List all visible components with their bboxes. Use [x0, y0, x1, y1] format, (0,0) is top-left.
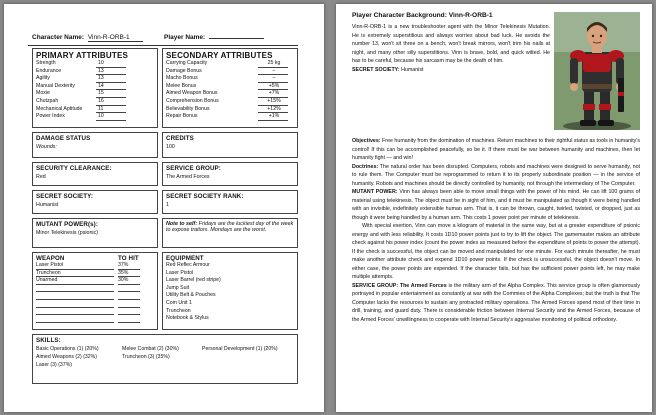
attribute-name: Manual Dexterity	[36, 82, 75, 89]
skill-item: Melee Combat (2) (30%)	[122, 346, 179, 352]
attribute-value: 16	[96, 98, 126, 106]
equipment-list	[166, 262, 294, 323]
mutant-power-exertion-paragraph: With special exertion, Vinn can move a kilogram of material in the same way, but at a greater expenditure of psionic energy and with less reliability. It costs 1D10 power points just to try to lift the object. The gamemaster makes an attribute check against his power index (count the power index as measured before the expenditure of points to power the attempt). If the check is successful, the object can be moved and manipulated for one minute. For each minute thereafter, he must make another attribute check and expend 1D10 power points. If the check is unsuccessful, the object doesn't move. In either case, the power points are expended. If the character fails, but has the sufficient power points left, he may make multiple attempts.	[352, 223, 640, 280]
attribute-name: Endurance	[36, 67, 62, 74]
attribute-name: Macho Bonus	[166, 75, 198, 82]
weapons-header	[36, 255, 154, 262]
attribute-row	[36, 83, 154, 91]
attribute-value: 25 kg	[258, 60, 288, 68]
weapon-to-hit	[118, 300, 140, 308]
attribute-row	[166, 113, 294, 121]
weapon-name	[36, 285, 114, 293]
background-title: Player Character Background: Vinn-R-ORB-1	[352, 12, 493, 19]
damage-status-title: DAMAGE STATUS	[36, 135, 91, 142]
service-group-label: SERVICE GROUP: The Armed Forces	[352, 282, 447, 289]
attribute-row	[166, 68, 294, 76]
doctrines-paragraph	[352, 163, 640, 189]
primary-attributes-list	[36, 60, 154, 121]
attribute-row	[36, 106, 154, 114]
objectives-paragraph	[352, 137, 640, 163]
weapon-to-hit	[118, 315, 140, 323]
weapon-to-hit	[118, 285, 140, 293]
skill-item	[122, 362, 202, 368]
intro-paragraph: Vinn-R-ORB-1 is a new troubleshooter agent with the Minor Telekinesis Mutation. He is extremely superstitious and always worries about bad luck. He avoids the number 13, won't sit three on a bench, won't break mirrors, won't trim his nails at night, and many other silly superstitions. Vinn is brave, bold, and quick witted. He has to be careful, because his sarcasm may be the death of him.	[352, 24, 550, 64]
attribute-name: Carrying Capacity	[166, 60, 208, 66]
attribute-row	[36, 75, 154, 83]
mutant-power-box	[32, 218, 158, 248]
attribute-name: Aimed Weapon Bonus	[166, 90, 218, 97]
weapons-title: WEAPON	[36, 255, 65, 262]
attribute-name: Damage Bonus	[166, 67, 202, 74]
skill-item: Personal Development (1) (20%)	[202, 346, 278, 352]
attribute-row	[36, 98, 154, 106]
weapon-row	[36, 315, 154, 323]
skill-item	[202, 354, 322, 360]
note-to-self-box	[162, 218, 298, 248]
skills-box	[32, 334, 298, 384]
secret-society-rank-value: 1	[166, 202, 169, 208]
attribute-value: +15%	[258, 98, 288, 106]
attribute-name: Comprehension Bonus	[166, 97, 219, 104]
weapon-row	[36, 285, 154, 293]
service-group-value: The Armed Forces	[166, 174, 210, 180]
weapon-to-hit: 30%	[118, 277, 140, 285]
skills-list	[36, 346, 294, 368]
weapon-to-hit: 37%	[118, 262, 140, 270]
attribute-name: Believability Bonus	[166, 105, 210, 112]
secret-society-rank-title: SECRET SOCIETY RANK:	[166, 193, 244, 200]
mutant-power-value: Minor Telekinesis (psionic)	[36, 230, 99, 236]
mutant-power-title: MUTANT POWER(s):	[36, 221, 98, 228]
primary-attributes-box	[32, 48, 158, 128]
weapons-box	[32, 252, 158, 330]
attribute-value: 13	[96, 75, 126, 83]
equipment-item: Laser Barrel (red stripe)	[166, 277, 221, 284]
secret-society-rank-box	[162, 190, 298, 214]
weapon-row	[36, 308, 154, 316]
attribute-row	[36, 113, 154, 121]
weapon-to-hit	[118, 308, 140, 316]
mutant-power-text: Vinn has always been able to move small things with the power of his mind. He can lift 100 grams of material using telekinesis. The object must be in sight of him, and it must be manipulated as though it were being handled with an invisible, indefinitely extensible human arm. That is, it can be thrown, caught, twirled, twisted, or dropped, just as though it were being handled by a human arm. This costs 1 power point per minute of telekinesis.	[352, 189, 640, 221]
mutant-power-paragraph	[352, 188, 640, 222]
skill-item	[202, 362, 322, 368]
attribute-value: 13	[96, 68, 126, 76]
damage-status-box	[32, 132, 158, 158]
service-group-title: SERVICE GROUP:	[166, 165, 221, 172]
character-name-field: Character Name: Vinn-R-ORB-1	[32, 34, 143, 42]
attribute-name: Chutzpah	[36, 97, 59, 104]
secret-society-title: SECRET SOCIETY:	[36, 193, 94, 200]
attribute-value: –	[258, 75, 288, 83]
attribute-row	[166, 98, 294, 106]
skill-item: Truncheon (3) (35%)	[122, 354, 170, 360]
attribute-value: 10	[96, 60, 126, 68]
attribute-value: 14	[96, 83, 126, 91]
attribute-value: 15	[96, 90, 126, 98]
weapon-row	[36, 262, 154, 270]
weapon-to-hit	[118, 292, 140, 300]
attribute-row	[36, 60, 154, 68]
secret-society-box	[32, 190, 158, 214]
weapon-row	[36, 277, 154, 285]
attribute-row	[166, 60, 294, 68]
weapon-name	[36, 315, 114, 323]
equipment-item: Com Unit 1	[166, 299, 192, 306]
credits-box	[162, 132, 298, 158]
secondary-attributes-list	[166, 60, 294, 121]
weapon-name: Truncheon	[36, 270, 114, 278]
soldier-portrait-icon	[554, 12, 640, 130]
attribute-value: +7%	[258, 90, 288, 98]
attribute-name: Repair Bonus	[166, 113, 198, 120]
service-group-paragraph	[352, 282, 640, 325]
weapon-name	[36, 300, 114, 308]
attribute-name: Power Index	[36, 113, 65, 120]
attribute-row	[166, 83, 294, 91]
attribute-name: Strength	[36, 60, 56, 66]
attribute-name: Mechanical Aptitude	[36, 105, 83, 112]
skill-item: Aimed Weapons (2) (32%)	[36, 354, 98, 360]
skills-title: SKILLS:	[36, 337, 61, 344]
security-clearance-value: Red	[36, 174, 46, 180]
attribute-row	[36, 90, 154, 98]
doctrines-label: Doctrines:	[352, 163, 379, 170]
attribute-row	[166, 106, 294, 114]
secondary-attributes-title: SECONDARY ATTRIBUTES	[166, 51, 273, 60]
security-clearance-box	[32, 162, 158, 186]
attribute-name: Agility	[36, 75, 50, 82]
weapon-row	[36, 300, 154, 308]
character-sheet-page	[4, 4, 324, 412]
weapon-name: Laser Pistol	[36, 262, 114, 270]
objectives-text: Free humanity from the domination of machines. Return machines to their rightful status as tools in humanity's control! If this can be accomplished peacefully, so be it. If there must be war between humanity and machines, then let humanity fight — and win!	[352, 138, 640, 161]
character-portrait-image	[554, 12, 640, 130]
note-to-self-label: Note to self:	[166, 221, 198, 227]
character-name-value: Vinn-R-ORB-1	[88, 34, 143, 42]
weapon-row	[36, 292, 154, 300]
equipment-item: Jump Suit	[166, 284, 190, 291]
security-clearance-title: SECURITY CLEARANCE:	[36, 165, 112, 172]
background-page	[336, 4, 652, 412]
attribute-value: –	[258, 68, 288, 76]
objectives-label: Objectives:	[352, 138, 381, 144]
attribute-row	[166, 75, 294, 83]
credits-value: 100	[166, 144, 175, 150]
secret-society-value: Humanist	[36, 202, 59, 208]
attribute-row	[36, 68, 154, 76]
header-divider	[28, 45, 298, 46]
attribute-name: Moxie	[36, 90, 50, 97]
weapons-list	[36, 262, 154, 323]
secret-society-line	[352, 66, 550, 75]
note-to-self-text: Fridays are the luckiest day of the week to expose traitors. Mondays are the worst.	[166, 221, 294, 233]
intro-text-block	[352, 23, 550, 74]
mutant-power-label: MUTANT POWER:	[352, 189, 398, 195]
weapon-row	[36, 270, 154, 278]
secondary-attributes-box	[162, 48, 298, 128]
equipment-title: EQUIPMENT	[166, 255, 204, 262]
attribute-value: +1%	[258, 113, 288, 121]
player-name-value	[209, 38, 264, 39]
service-group-box	[162, 162, 298, 186]
weapon-name	[36, 292, 114, 300]
credits-title: CREDITS	[166, 135, 194, 142]
secret-society-name: Humanist	[401, 66, 424, 73]
weapon-name: Unarmed	[36, 277, 114, 285]
to-hit-title: TO HIT	[118, 255, 139, 262]
secret-society-heading: SECRET SOCIETY:	[352, 66, 400, 73]
weapon-name	[36, 308, 114, 316]
attribute-name: Melee Bonus	[166, 82, 197, 89]
equipment-box	[162, 252, 298, 330]
service-group-text: is the military arm of the Alpha Complex. This service group is often glamorously portrayed in popular entertainment as constantly at war with the Commies of the Alpha Complexes; but the truth is that The Computer lacks the resources to sustain any protracted military operations. The Armed Forces spend most of their time in drill, training, and guard duty. There is considerable friction between Internal Security and the Armed Forces, because of the Armed Forces' unwillingness to cooperate with Internal Security's aggressive monitoring of political orthodoxy.	[352, 282, 640, 323]
doctrines-text: The natural order has been disrupted. Computers, robots and machines were designed to serve humanity, not to rule them. The Computer must be reprogrammed to return it to its properly subordinate position — in the service of humanity. Robots and machines should be directly controlled by humanity, not through the intermediary of The Computer.	[352, 163, 640, 187]
skill-item: Laser (3) (37%)	[36, 362, 73, 368]
equipment-item: Red Reflec Armour	[166, 262, 210, 268]
attribute-value: +12%	[258, 106, 288, 114]
primary-attributes-title: PRIMARY ATTRIBUTES	[36, 51, 129, 60]
attribute-row	[166, 90, 294, 98]
player-name-field: Player Name:	[164, 34, 264, 41]
attribute-value: 11	[96, 106, 126, 114]
equipment-item: Utility Belt & Pouches	[166, 292, 216, 299]
equipment-item: Notebook & Stylus	[166, 315, 209, 322]
damage-status-value: Wounds:	[36, 144, 57, 150]
weapon-to-hit: 35%	[118, 270, 140, 278]
equipment-item: Laser Pistol	[166, 269, 194, 276]
body-text-block	[352, 137, 640, 324]
equipment-item: Truncheon	[166, 307, 191, 314]
attribute-value: 10	[96, 113, 126, 121]
attribute-value: +5%	[258, 83, 288, 91]
skill-item: Basic Operations (1) (20%)	[36, 346, 99, 352]
